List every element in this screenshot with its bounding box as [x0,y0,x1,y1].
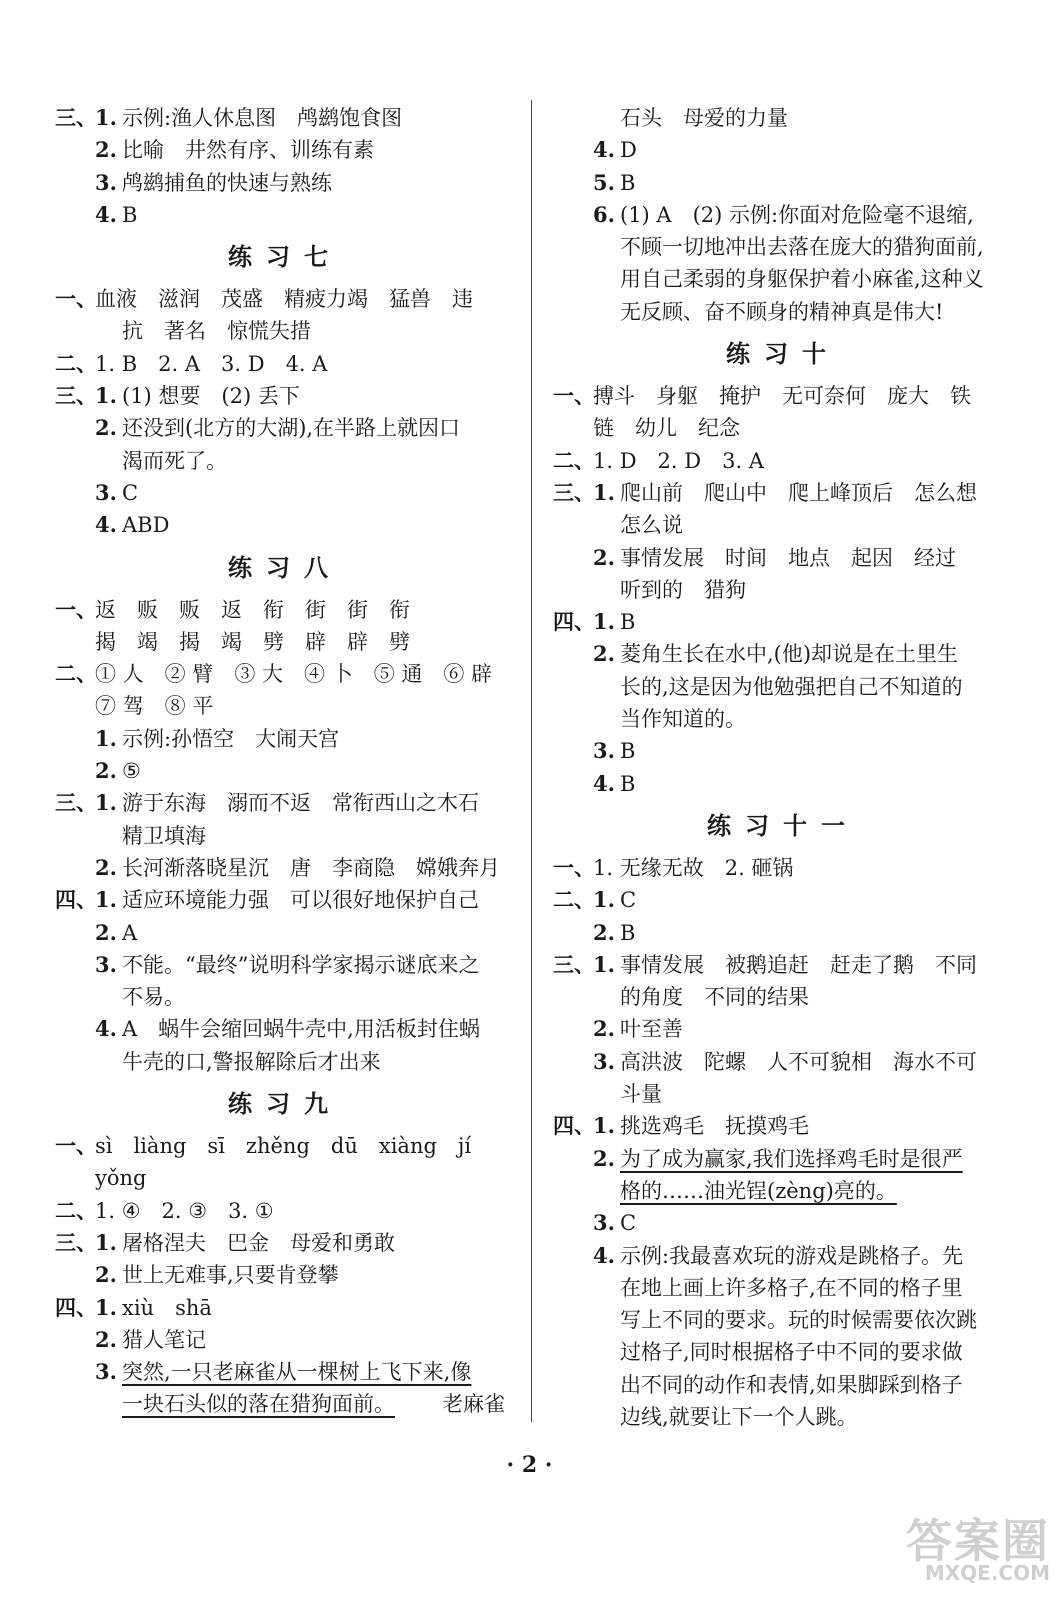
answer-line [553,380,1013,412]
answer-text: 屠格涅夫 巴金 母爱和勇敢 [122,1230,395,1255]
answer-text: A [122,920,138,945]
answer-line [553,703,1013,735]
section-marker: 二、 [553,887,595,913]
answer-line [553,768,1013,800]
item-number: 4. [95,201,117,227]
answer-line [553,606,1013,638]
item-number: 1. [593,479,615,505]
answer-text: 菱角生长在水中,(他)却说是在土里生 [620,642,959,667]
answer-line [553,509,1013,541]
answer-line [55,594,515,626]
answer-text: 搏斗 身躯 掩护 无可奈何 庞大 铁 [593,384,971,409]
section-marker: 一、 [553,854,595,880]
answer-text: B [122,202,138,227]
answer-line [553,445,1013,477]
answer-line [553,1110,1013,1142]
answer-text: B [620,920,636,945]
answer-text: 事情发展 时间 地点 起因 经过 [620,545,956,570]
answer-line [553,1175,1013,1207]
answer-line [55,1356,515,1388]
section-marker: 三、 [553,479,595,505]
answer-text: (1) 想要 (2) 丢下 [122,384,300,409]
item-number: 3. [593,1210,615,1236]
answer-text: 叶至善 [620,1017,683,1042]
answer-line [55,1324,515,1356]
answer-line [55,477,515,509]
answer-text: 渴而死了。 [122,448,227,473]
answer-text: 不易。 [122,985,185,1010]
answer-line [55,981,515,1013]
answer-line [55,690,515,722]
answer-line [55,658,515,690]
answer-line [553,263,1013,295]
item-number: 1. [95,790,117,816]
answer-line [55,102,515,134]
answer-line [55,445,515,477]
section-marker: 一、 [55,286,97,312]
answer-line [55,1195,515,1227]
answer-text: B [620,170,636,195]
answer-text: B [620,771,636,796]
answer-text: 示例:孙悟空 大闹天宫 [122,726,340,751]
answer-line [553,199,1013,231]
answer-line [55,884,515,916]
section-heading: 练习十一 [707,810,859,840]
answer-line [553,1046,1013,1078]
answer-line [55,315,515,347]
answer-text: 怎么说 [620,513,683,538]
section-marker: 二、 [553,447,595,473]
answer-text: 长河渐落晓星沉 唐 李商隐 嫦娥奔月 [122,855,500,880]
answer-line [553,231,1013,263]
answer-line [553,1207,1013,1239]
section-marker: 四、 [553,609,595,635]
answer-line [55,1259,515,1291]
answer-text: 爬山前 爬山中 爬上峰顶后 怎么想 [620,480,977,505]
answer-text: 过格子,同时根据格子中不同的要求做 [620,1340,963,1365]
item-number: 1. [593,1113,615,1139]
answer-text: 还没到(北方的大湖),在半路上就因口 [122,416,461,441]
answer-line [55,1130,515,1162]
answer-text: sì liàng sī zhěng dū xiàng jí [95,1134,472,1159]
answer-text: 示例:我最喜欢玩的游戏是跳格子。先 [620,1243,964,1268]
item-number: 1. [593,887,615,913]
right-column [553,102,1013,1433]
watermark-logo [905,1505,1050,1593]
section-marker: 三、 [55,1229,97,1255]
answer-text: ⑤ [122,759,141,784]
watermark-url: MXQE.COM [924,1561,1050,1585]
item-number: 3. [95,479,117,505]
section-marker: 一、 [553,383,595,409]
item-number: 3. [95,169,117,195]
item-number: 2. [95,1326,117,1352]
answer-text: 鸬鹚捕鱼的快速与熟练 [122,170,332,195]
answer-line [553,1143,1013,1175]
answer-line [55,509,515,541]
section-marker: 二、 [55,350,97,376]
answer-line [553,1240,1013,1272]
item-number: 2. [95,137,117,163]
answer-line [55,1046,515,1078]
page-number: · 2 · [506,1452,553,1478]
answer-text: 为了成为赢家,我们选择鸡毛时是很严 [620,1146,963,1171]
item-number: 3. [593,738,615,764]
answer-line [55,167,515,199]
item-number: 2. [593,1145,615,1171]
answer-text: 突然,一只老麻雀从一棵树上飞下来,像 [122,1360,472,1385]
answer-text: 边线,就要让下一个人跳。 [620,1404,858,1429]
answer-text: C [620,1211,637,1236]
answer-line [553,542,1013,574]
answer-text: xiù shā [122,1295,212,1320]
item-number: 2. [593,1016,615,1042]
answer-text: 精卫填海 [122,823,206,848]
answer-line [553,638,1013,670]
item-number: 4. [593,1242,615,1268]
answer-text: 用自己柔弱的身躯保护着小麻雀,这种义 [620,267,984,292]
answer-line [553,296,1013,328]
item-number: 6. [593,201,615,227]
answer-text: 游于东海 溺而不返 常衔西山之木石 [122,791,479,816]
answer-text: 一块石头似的落在猎狗面前。 [122,1392,395,1417]
answer-line [55,1013,515,1045]
answer-line [553,1304,1013,1336]
answer-text: 事情发展 被鹅追赶 赶走了鹅 不同 [620,952,977,977]
left-column [55,102,515,1421]
answer-line [55,199,515,231]
answer-text: 1. ④ 2. ③ 3. ① [95,1198,274,1223]
answer-text: 示例:渔人休息图 鸬鹚饱食图 [122,106,403,130]
section-marker: 四、 [55,887,97,913]
answer-text: ① 人 ② 臂 ③ 大 ④ 卜 ⑤ 通 ⑥ 辟 [95,662,493,687]
answer-text: 高洪波 陀螺 人不可貌相 海水不可 [620,1049,977,1074]
answer-line [55,134,515,166]
section-marker: 四、 [55,1294,97,1320]
section-heading: 练习九 [228,1089,342,1119]
answer-line [553,949,1013,981]
answer-text: 猎人笔记 [122,1327,206,1352]
answer-line [553,574,1013,606]
answer-line [55,1292,515,1324]
section-marker: 一、 [55,1133,97,1159]
section-marker: 一、 [55,596,97,622]
answer-text: 血液 滋润 茂盛 精疲力竭 猛兽 违 [95,287,473,312]
answer-text: 1. 无缘无故 2. 砸锅 [593,855,794,880]
item-number: 2. [95,758,117,784]
item-number: 1. [95,383,117,409]
answer-text: 世上无难事,只要肯登攀 [122,1263,339,1288]
answer-text: 的角度 不同的结果 [620,985,809,1010]
section-heading: 练习七 [228,242,342,272]
answer-line [55,412,515,444]
answer-text: 1. B 2. A 3. D 4. A [95,351,328,376]
answer-text: B [620,739,636,764]
answer-line [553,671,1013,703]
answer-text: 长的,这是因为他勉强把自己不知道的 [620,674,963,699]
answer-text: 石头 母爱的力量 [620,106,788,130]
item-number: 2. [95,919,117,945]
answer-line [55,1227,515,1259]
section-marker: 三、 [55,383,97,409]
answer-text: 链 幼儿 纪念 [593,416,740,441]
item-number: 4. [593,137,615,163]
item-number: 4. [593,770,615,796]
section-marker: 三、 [55,790,97,816]
answer-text: A 蜗牛会缩回蜗牛壳中,用活板封住蜗 [122,1017,480,1042]
answer-line [55,723,515,755]
answer-line [55,380,515,412]
answer-line [55,787,515,819]
answer-line [553,981,1013,1013]
section-marker: 三、 [55,105,97,130]
item-number: 1. [95,887,117,913]
item-number: 3. [95,1359,117,1385]
answer-text: 牛壳的口,警报解除后才出来 [122,1049,381,1074]
section-marker: 三、 [553,951,595,977]
answer-text: ⑦ 驾 ⑧ 平 [95,694,214,719]
answer-text: 不顾一切地冲出去落在庞大的猎狗面前, [620,235,984,260]
answer-line [55,755,515,787]
answer-text: 格的……油光锃(zèng)亮的。 [620,1178,897,1203]
answer-line [553,102,1013,134]
item-number: 2. [593,641,615,667]
answer-text: 不能。“最终”说明科学家揭示谜底来之 [122,952,480,977]
answer-line [553,167,1013,199]
answer-text: D [620,138,637,163]
answer-text: B [620,610,636,635]
item-number: 5. [593,169,615,195]
section-marker: 二、 [55,661,97,687]
answer-text: 适应环境能力强 可以很好地保护自己 [122,888,479,913]
answer-text: 挑选鸡毛 抚摸鸡毛 [620,1114,809,1139]
answer-text: 比喻 井然有序、训练有素 [122,138,374,163]
item-number: 4. [95,512,117,538]
item-number: 2. [593,919,615,945]
item-number: 1. [593,609,615,635]
item-number: 1. [95,105,117,130]
answer-text: 出不同的动作和表情,如果脚踩到格子 [620,1372,963,1397]
answer-text: 写上不同的要求。玩的时候需要依次跳 [620,1308,977,1333]
answer-line [553,1401,1013,1433]
answer-line [553,1078,1013,1110]
item-number: 1. [593,951,615,977]
section-heading: 练习八 [228,552,342,582]
item-number: 2. [95,854,117,880]
answer-text: ABD [122,513,170,538]
answer-text: 斗量 [620,1082,662,1107]
item-number: 2. [593,544,615,570]
item-number: 1. [95,725,117,751]
answer-line [55,917,515,949]
answer-line [553,852,1013,884]
answer-line [553,917,1013,949]
item-number: 4. [95,1016,117,1042]
answer-text: C [122,480,139,505]
answer-line [553,134,1013,166]
column-divider [531,100,532,1422]
answer-line [553,1336,1013,1368]
answer-line [553,884,1013,916]
answer-line [55,949,515,981]
section-marker: 四、 [553,1113,595,1139]
answer-line [553,1369,1013,1401]
answer-text: 抗 著名 惊慌失措 [122,319,311,344]
answer-text: 在地上画上许多格子,在不同的格子里 [620,1275,963,1300]
answer-text: 当作知道的。 [620,707,746,732]
answer-text: 1. D 2. D 3. A [593,448,764,473]
answer-text: 无反顾、奋不顾身的精神真是伟大! [620,299,944,324]
answer-line [553,735,1013,767]
section-marker: 二、 [55,1197,97,1223]
answer-line [55,852,515,884]
answer-text: 听到的 猎狗 [620,577,746,602]
item-number: 2. [95,1262,117,1288]
item-number: 3. [593,1048,615,1074]
answer-text: C [620,888,637,913]
item-number: 1. [95,1229,117,1255]
answer-line [55,626,515,658]
answer-text: 揭 竭 揭 竭 劈 辟 辟 劈 [95,629,410,654]
section-heading: 练习十 [726,339,840,369]
answer-line [55,820,515,852]
answer-text: 返 贩 贩 返 衔 街 街 衔 [95,597,410,622]
answer-line [55,1162,515,1194]
answer-line [55,1388,515,1420]
watermark-main: 答案圈 [906,1514,1050,1568]
answer-text: yǒng [95,1166,147,1191]
answer-line [55,348,515,380]
item-number: 3. [95,951,117,977]
item-number: 2. [95,415,117,441]
item-number: 1. [95,1294,117,1320]
answer-text: (1) A (2) 示例:你面对危险毫不退缩, [620,202,974,227]
answer-line [55,283,515,315]
answer-line [553,1013,1013,1045]
answer-line [553,1272,1013,1304]
answer-line [553,477,1013,509]
answer-line [553,412,1013,444]
answer-text-tail: 老麻雀 [421,1392,505,1417]
